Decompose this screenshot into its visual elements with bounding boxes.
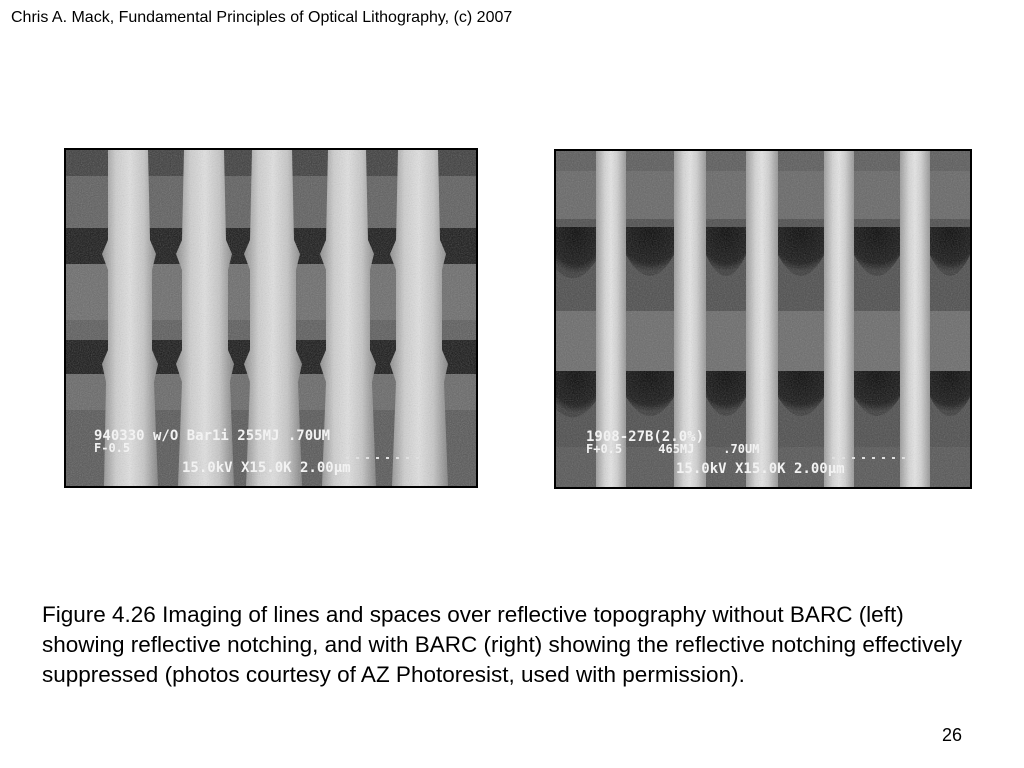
sem-label-right-line2: F+0.5 465MJ .70UM xyxy=(586,442,760,456)
sem-photo-without-barc xyxy=(64,148,478,488)
sem-photo-with-barc xyxy=(554,149,972,489)
sem-image-left xyxy=(66,150,476,486)
figure-caption: Figure 4.26 Imaging of lines and spaces over reflective topography without BARC (left) showing reflective notching, and with BARC (right) showing the reflective notching effectively suppressed (photos courtesy of AZ Photoresist, used with permission). xyxy=(42,602,963,687)
sem-label-right-line1: 1908-27B(2.0%) xyxy=(586,429,705,445)
page-number: 26 xyxy=(941,725,962,745)
sem-label-right-line3: 15.0kV X15.0K 2.00μm xyxy=(676,461,845,477)
sem-image-right xyxy=(556,151,970,487)
sem-label-left-line1: 940330 w/O Bar1i 255MJ .70UM xyxy=(94,428,331,444)
sem-label-left-line2: F-0.5 xyxy=(94,441,131,455)
slide-header: Chris A. Mack, Fundamental Principles of Optical Lithography, (c) 2007 xyxy=(11,9,513,26)
sem-label-left-line3: 15.0kV X15.0K 2.00μm xyxy=(182,460,351,476)
